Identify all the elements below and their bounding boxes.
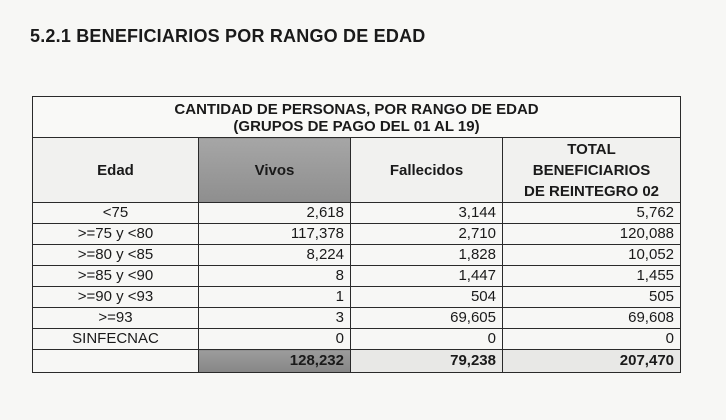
table-caption-line-1: CANTIDAD DE PERSONAS, POR RANGO DE EDAD [174, 101, 539, 118]
totals-row [33, 350, 681, 373]
age-range-table-container [32, 96, 680, 373]
header-total-line-1: TOTAL [567, 140, 616, 158]
cell-vivos: 2,618 [199, 203, 351, 224]
cell-edad: >=85 y <90 [33, 266, 199, 287]
section-title: 5.2.1 BENEFICIARIOS POR RANGO DE EDAD [30, 26, 426, 46]
totals-total: 207,470 [503, 350, 681, 373]
cell-fallecidos: 504 [351, 287, 503, 308]
totals-vivos: 128,232 [199, 350, 351, 373]
cell-vivos: 3 [199, 308, 351, 329]
cell-vivos: 8,224 [199, 245, 351, 266]
cell-total: 1,455 [503, 266, 681, 287]
cell-fallecidos: 2,710 [351, 224, 503, 245]
table-row [33, 203, 681, 224]
cell-vivos: 0 [199, 329, 351, 350]
cell-fallecidos: 0 [351, 329, 503, 350]
cell-edad: >=93 [33, 308, 199, 329]
table-caption-row [33, 97, 681, 138]
cell-total: 0 [503, 329, 681, 350]
cell-total: 10,052 [503, 245, 681, 266]
cell-total: 5,762 [503, 203, 681, 224]
header-total [503, 138, 681, 203]
header-vivos: Vivos [199, 138, 351, 203]
cell-edad: SINFECNAC [33, 329, 199, 350]
cell-fallecidos: 3,144 [351, 203, 503, 224]
totals-fallecidos: 79,238 [351, 350, 503, 373]
table-row [33, 287, 681, 308]
cell-total: 120,088 [503, 224, 681, 245]
table-row [33, 308, 681, 329]
cell-total: 505 [503, 287, 681, 308]
totals-edad [33, 350, 199, 373]
cell-edad: >=90 y <93 [33, 287, 199, 308]
table-row [33, 224, 681, 245]
cell-fallecidos: 1,828 [351, 245, 503, 266]
cell-vivos: 8 [199, 266, 351, 287]
table-caption-line-2: (GRUPOS DE PAGO DEL 01 AL 19) [233, 118, 480, 135]
cell-edad: >=80 y <85 [33, 245, 199, 266]
table-row [33, 329, 681, 350]
cell-total: 69,608 [503, 308, 681, 329]
cell-vivos: 117,378 [199, 224, 351, 245]
cell-vivos: 1 [199, 287, 351, 308]
table-row [33, 266, 681, 287]
cell-edad: <75 [33, 203, 199, 224]
age-range-table [32, 96, 681, 373]
table-header-row [33, 138, 681, 203]
table-caption [33, 97, 681, 138]
header-total-line-3: DE REINTEGRO 02 [523, 182, 660, 200]
table-row [33, 245, 681, 266]
header-total-line-2: BENEFICIARIOS [532, 161, 651, 179]
cell-fallecidos: 69,605 [351, 308, 503, 329]
cell-fallecidos: 1,447 [351, 266, 503, 287]
header-fallecidos: Fallecidos [351, 138, 503, 203]
cell-edad: >=75 y <80 [33, 224, 199, 245]
header-edad: Edad [33, 138, 199, 203]
